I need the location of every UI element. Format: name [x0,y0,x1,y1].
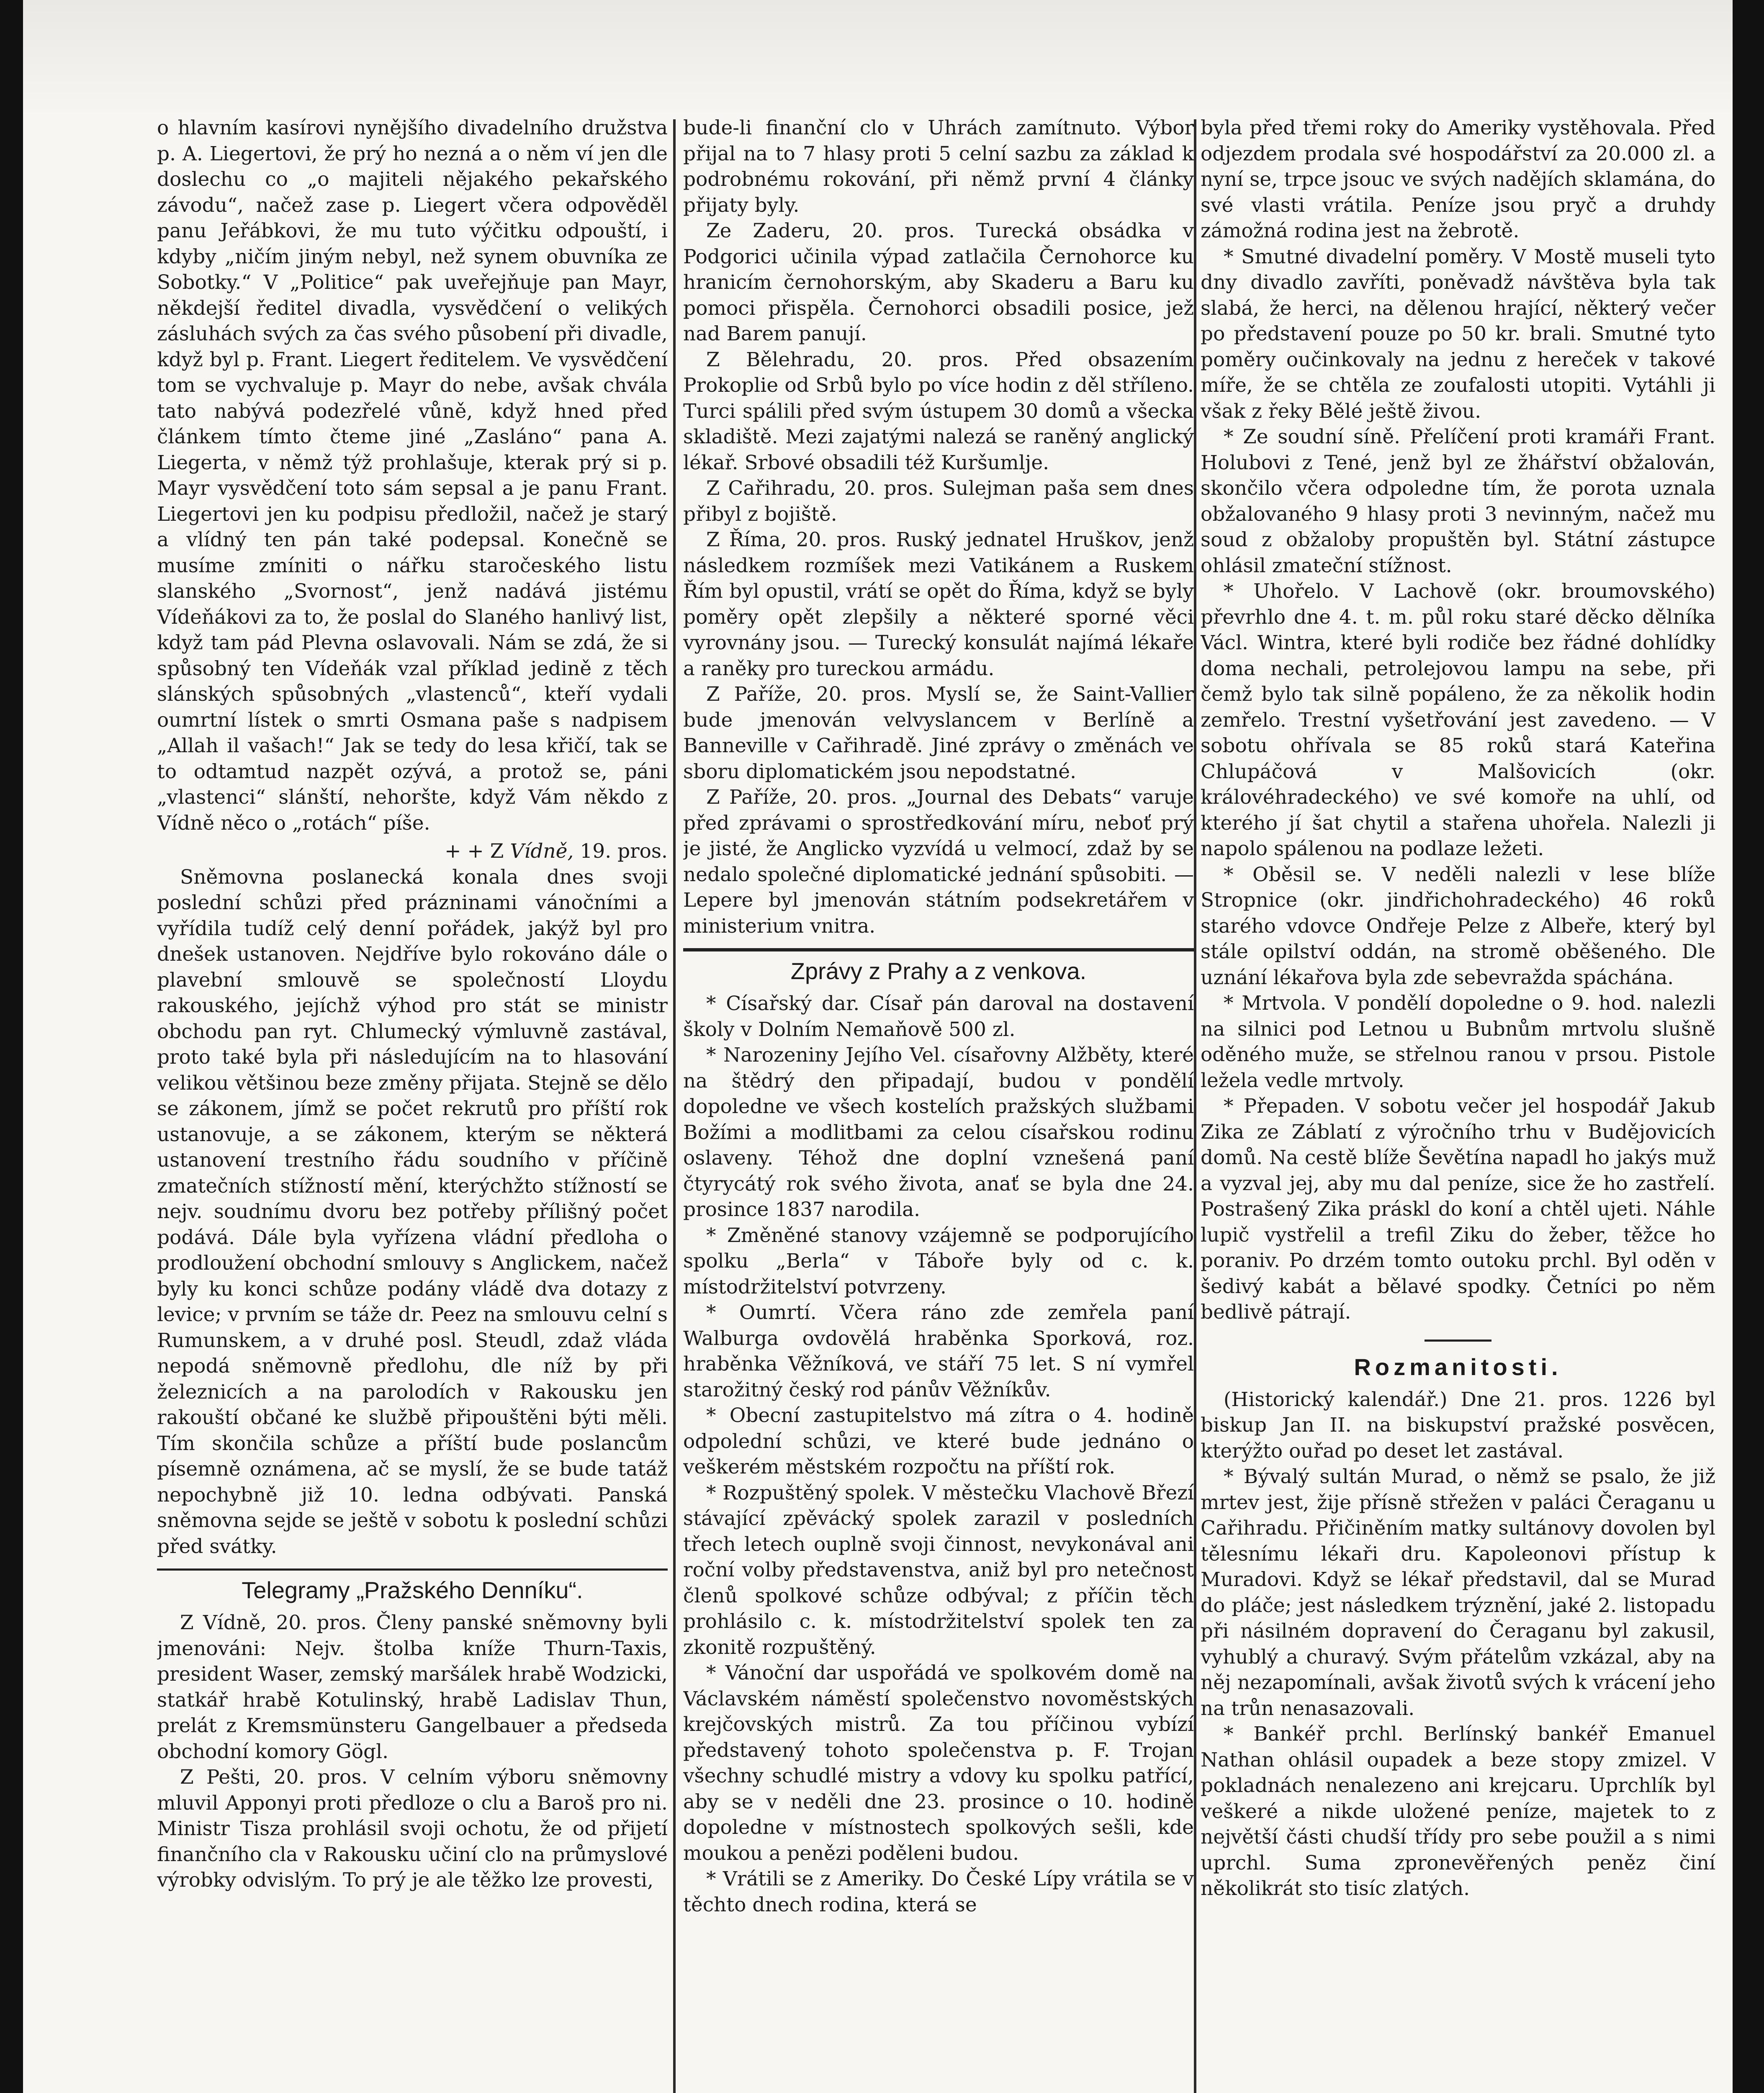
dateline-marker: + + Z [445,840,504,863]
news-item: * Mrtvola. V pondělí dopoledne o 9. hod. nalezli na silnici pod Letnou u Bubnům mrtvolu slušně oděného muže, se střelnou ranou v prsou. Pistole ležela vedle mrtvoly. [1201,992,1715,1092]
column-rule-2 [1194,119,1196,2093]
article-paragraph: Z Paříže, 20. pros. „Journal des Debats“ varuje před zprávami o sprostředkování míru, neboť prý je jisté, že Anglicko vyzvídá u velmocí, zdaž by se nedalo společné diplomatické jednání spůsobiti. — Lepere byl jmenován státním podsekretářem v ministerium vnitra. [683,786,1194,938]
news-item: * Smutné divadelní poměry. V Mostě museli tyto dny divadlo zavříti, poněvadž návštěva byla tak slabá, že herci, na dělenou hrající, některý večer po představení pouze po 50 kr. brali. Smutné tyto poměry oučinkovaly na jednu z hereček v takové míře, že se chtěla ze zoufalosti utopiti. Vytáhli ji však z řeky Bělé ještě živou. [1201,245,1715,423]
section-divider [683,948,1194,951]
scan-top-margin [0,0,1764,113]
news-item: * Přepaden. V sobotu večer jel hospodář Jakub Zika ze Záblatí z výročního trhu v Budějovicích domů. Na cestě blíže Ševětína napadl ho jakýs muž a vyzval jej, aby mu dal peníze, sice že ho zastřelí. Postrašený Zika práskl do koní a chtěl ujeti. Náhle lupič vystřelil a trefil Ziku do žeber, těžce ho poraniv. Po drzém tomto outoku prchl. Byl oděn v šedivý kabát a bělavé spodky. Četníci po něm bedlivě pátrají. [1201,1095,1715,1324]
article-paragraph: Ze Zaderu, 20. pros. Turecká obsádka v Podgorici učinila výpad zatlačila Černohorce ku hranicím černohorským, aby Skaderu a Baru ku pomoci přispěla. Černohorci obsadili posice, jež nad Barem panují. [683,219,1194,345]
section-divider [157,1568,668,1571]
news-item: * Rozpuštěný spolek. V městečku Vlachově Březí stávající zpěvácký spolek zarazil v posledních třech letech ouplně svoji činnost, nevykonával ani roční volby představenstva, aniž byl pro netečnost členů spolkové schůze odbýval; z příčin těch prohlásilo c. k. místodržitelství spolek ten za zkonitě rozpuštěný. [683,1481,1194,1659]
news-item: * Změněné stanovy vzájemně se podporujícího spolku „Berla“ v Táboře byly od c. k. místodržitelství potvrzeny. [683,1224,1194,1298]
article-paragraph: Z Cařihradu, 20. pros. Sulejman paša sem dnes přibyl z bojiště. [683,477,1194,526]
article-paragraph: Z Paříže, 20. pros. Myslí se, že Saint-Vallier bude jmenován velvyslancem v Berlíně a Banneville v Cařihradě. Jiné zprávy o změnách ve sboru diplomatickém jsou nepodstatné. [683,683,1194,783]
section-title: Telegramy „Pražského Denníku“. [242,1577,583,1603]
column-rule-1 [673,119,676,2093]
news-item: * Oběsil se. V neděli nalezli v lese blíže Stropnice (okr. jindřichohradeckého) 46 roků starého vdovce Ondřeje Pelze z Albeře, který byl stále opilství oddán, na stromě oběšeného. Dle uznání lékařova byla zde sebevražda spáchána. [1201,863,1715,989]
column-3 [1201,115,1715,2093]
news-item: byla před třemi roky do Ameriky vystěhovala. Před odjezdem prodala své hospodářství za 20.000 zl. a nyní se, trpce jsouc ve svých nadějích sklamána, do své vlasti vrátila. Peníze jsou pryč a druhdy zámožná rodina jest na žebrotě. [1201,116,1715,242]
section-title: Rozmanitosti. [1354,1353,1562,1380]
article-paragraph: Z Pešti, 20. pros. V celním výboru sněmovny mluvil Apponyi proti předloze o clu a Baroš pro ni. Ministr Tisza prohlásil svoji ochotu, že od přijetí finančního cla v Rakousku učiní clo na průmyslové výrobky odvislým. To prý je ale těžko lze provesti, [157,1766,668,1892]
news-item: * Uhořelo. V Lachově (okr. broumovského) převrhlo dne 4. t. m. půl roku staré děcko dělníka Václ. Wintra, které byli rodiče bez řádné dohlídky doma nechali, petrolejovou lampu na sebe, při čemž bylo tak silně popáleno, že za několik hodin zemřelo. Trestní vyšetřování jest zavedeno. — V sobotu ohřívala se 85 roků stará Kateřina Chlupáčová v Malšovicích (okr. královéhradeckého) ve své komoře na uhlí, od kterého jí šat chytil a stařena uhořela. Nalezli ji napolo spálenou na podlaze ležeti. [1201,580,1715,860]
scan-right-edge [1733,0,1764,2093]
news-item: * Obecní zastupitelstvo má zítra o 4. hodině odpolední schůzi, ve které bude jednáno o veškerém městském rozpočtu na příští rok. [683,1404,1194,1478]
dateline [157,838,668,864]
dateline-date: 19. pros. [580,840,668,863]
news-item: (Historický kalendář.) Dne 21. pros. 1226 byl biskup Jan II. na biskupství pražské posvěcen, kterýžto ouřad po deset let zastával. [1201,1388,1715,1463]
article-paragraph: Z Bělehradu, 20. pros. Před obsazením Prokoplie od Srbů bylo po více hodin z děl stříleno. Turci spálili před svým ústupem 30 domů a všecka skladiště. Mezi zajatými nalezá se raněný anglický lékař. Srbové obsadili též Kuršumlje. [683,348,1194,474]
news-item: * Narozeniny Jejího Vel. císařovny Alžběty, které na štědrý den připadají, budou v pondělí dopoledne ve všech kostelích pražských službami Božími a modlitbami za celou císařskou rodinu oslaveny. Téhož dne doplní vznešená paní čtyrycátý rok svého života, anať se byla dne 24. prosince 1837 narodila. [683,1044,1194,1221]
column-1 [157,115,668,2093]
column-2 [683,115,1194,2093]
article-paragraph: Sněmovna poslanecká konala dnes svoji poslední schůzi před prázninami vánočními a vyřídila tudíž celý denní pořádek, jakýž byl pro dnešek ustanoven. Nejdříve bylo rokováno dále o plavební smlouvě se společností Lloydu rakouského, jejíchž výhod pro stát se ministr obchodu pan ryt. Chlumecký výmluvně zastával, proto také byla při následujícím na to hlasování velikou většinou beze změny přijata. Stejně se dělo se zákonem, jímž se počet rekrutů pro příští rok ustanovuje, a se zákonem, kterým se některá ustanovení trestního řádu soudního v příčině zmatečních stížností mění, kterýchžto stížností se nejv. soudnímu dvoru bez potřeby přílišný počet podává. Dále byla vyřízena vládní předloha o prodloužení obchodní smlouvy s Anglickem, načež byly ku konci schůze podány vládě dva dotazy z levice; v prvním se táže dr. Peez na smlouvu celní s Rumunskem, a v druhé posl. Steudl, zdaž vláda nepodá sněmovně předlohu, dle níž by při železnicích a na parolodích v Rakousku jen rakouští občané ke službě připouštěni býti měli. Tím skončila schůze a příští bude poslancům písemně oznámena, ač se myslí, že se bude tatáž nepochybně již 10. ledna odbývati. Panská sněmovna sejde se ještě v sobotu k poslední schůzi před svátky. [157,865,668,1558]
article-paragraph: Z Vídně, 20. pros. Členy panské sněmovny byli jmenováni: Nejv. štolba kníže Thurn-Taxis, president Waser, zemský maršálek hrabě Wodzicki, statkář hrabě Kotulinský, hrabě Ladislav Thun, prelát z Kremsmünsteru Gangelbauer a předseda obchodní komory Gögl. [157,1611,668,1763]
article-paragraph: bude-li finanční clo v Uhrách zamítnuto. Výbor přijal na to 7 hlasy proti 5 celní sazbu za základ k podrobnému rokování, při němž první 4 články přijaty byly. [683,116,1194,217]
section-title: Zprávy z Prahy a z venkova. [790,958,1087,984]
news-item: * Bývalý sultán Murad, o němž se psalo, že již mrtev jest, žije přísně střežen v paláci Čeraganu u Cařihradu. Přičiněním matky sultánovy dovolen byl tělesnímu lékaři dru. Kapoleonovi přístup k Muradovi. Když se lékař představil, dal se Murad do pláče; jest následkem trýznění, jaké 2. listopadu při násilném dopravení do Čeraganu byl zakusil, vyhublý a churavý. Svým přátelům vzkázal, aby na něj nezapomínali, avšak životů svých k vrácení jeho na trůn nenasazovali. [1201,1465,1715,1720]
news-item: * Ze soudní síně. Přelíčení proti kramáři Frant. Holubovi z Tené, jenž byl ze žhářství obžalován, skončilo včera odpoledne tím, že porota uznala obžalovaného 9 hlasy proti 3 nevinným, načež mu soud z obžaloby propuštěn byl. Státní zástupce ohlásil zmateční stížnost. [1201,425,1715,577]
scan-left-edge [0,0,23,2093]
news-item: * Císařský dar. Císař pán daroval na dostavení školy v Dolním Nemaňově 500 zl. [683,992,1194,1041]
dateline-place: Vídně, [510,840,574,863]
news-item: * Vánoční dar uspořádá ve spolkovém domě na Václavském náměstí společenstvo novoměstských krejčovských mistrů. Za tou příčinou vybízí představený tohoto společenstva p. F. Trojan všechny schudlé mistry a vdovy ku spolku patřící, aby se v neděli dne 23. prosince o 10. hodině dopoledne v místnostech spolkových sešli, kde moukou a penězi poděleni budou. [683,1661,1194,1865]
section-divider [1425,1340,1491,1342]
news-item: * Vrátili se z Ameriky. Do České Lípy vrátila se v těchto dnech rodina, která se [683,1867,1194,1916]
article-paragraph: Z Říma, 20. pros. Ruský jednatel Hruškov, jenž následkem rozmíšek mezi Vatikánem a Ruskem Řím byl opustil, vrátí se opět do Říma, když se byly poměry opět zlepšily a některé sporné věci vyrovnány jsou. — Turecký konsulát najímá lékaře a raněky pro tureckou armádu. [683,528,1194,680]
article-paragraph: o hlavním kasírovi nynějšího divadelního družstva p. A. Liegertovi, že prý ho nezná a o něm ví jen dle doslechu co „o majiteli nějakého pekařského závodu“, načež zase p. Liegert včera odpověděl panu Jeřábkovi, že mu tuto výčitku odpouští, i kdyby „ničím jiným nebyl, než synem obuvníka ze Sobotky.“ V „Politice“ pak uveřejňuje pan Mayr, někdejší ředitel divadla, vysvědčení o velikých zásluhách svých za čas svého působení při divadle, když byl p. Frant. Liegert ředitelem. Ve vysvědčení tom se vychvaluje p. Mayr do nebe, avšak chvála tato nabývá podezřelé vůně, když hned před článkem tímto čteme jiné „Zasláno“ pana A. Liegerta, v němž týž prohlašuje, kterak prý si p. Mayr vysvědčení toto sám sepsal a je panu Frant. Liegertovi jen ku podpisu předložil, načež je starý a vlídný ten pán také podepsal. Konečně se musíme zmíniti o nářku staročeského listu slanského „Svornost“, jenž nadává jistému Vídeňákovi za to, že poslal do Slaného hanlivý list, když tam pád Plevna oslavovali. Nám se zdá, že si spůsobný ten Vídeňák vzal příklad jedině z těch slánských spůsobných „vlastenců“, kteří vydali oumrtní lístek o smrti Osmana paše s nadpisem „Allah il vašach!“ Jak se tedy do lesa křičí, tak se to odtamtud nazpět ozývá, a protož se, páni „vlastenci“ slánští, nehoršte, když Vám někdo z Vídně něco o „rotách“ píše. [157,116,668,835]
news-item: * Bankéř prchl. Berlínský bankéř Emanuel Nathan ohlásil oupadek a beze stopy zmizel. V pokladnách nenalezeno ani krejcaru. Uprchlík byl veškeré a nikde uložené peníze, majetek to z největší části chudší třídy pro sebe použil a s nimi uprchl. Suma zpronevěřených peněz činí několikrát sto tisíc zlatých. [1201,1723,1715,1900]
news-item: * Oumrtí. Včera ráno zde zemřela paní Walburga ovdovělá hraběnka Sporková, roz. hraběnka Věžníková, ve stáří 75 let. S ní vymřel starožitný český rod pánův Věžníkův. [683,1301,1194,1401]
